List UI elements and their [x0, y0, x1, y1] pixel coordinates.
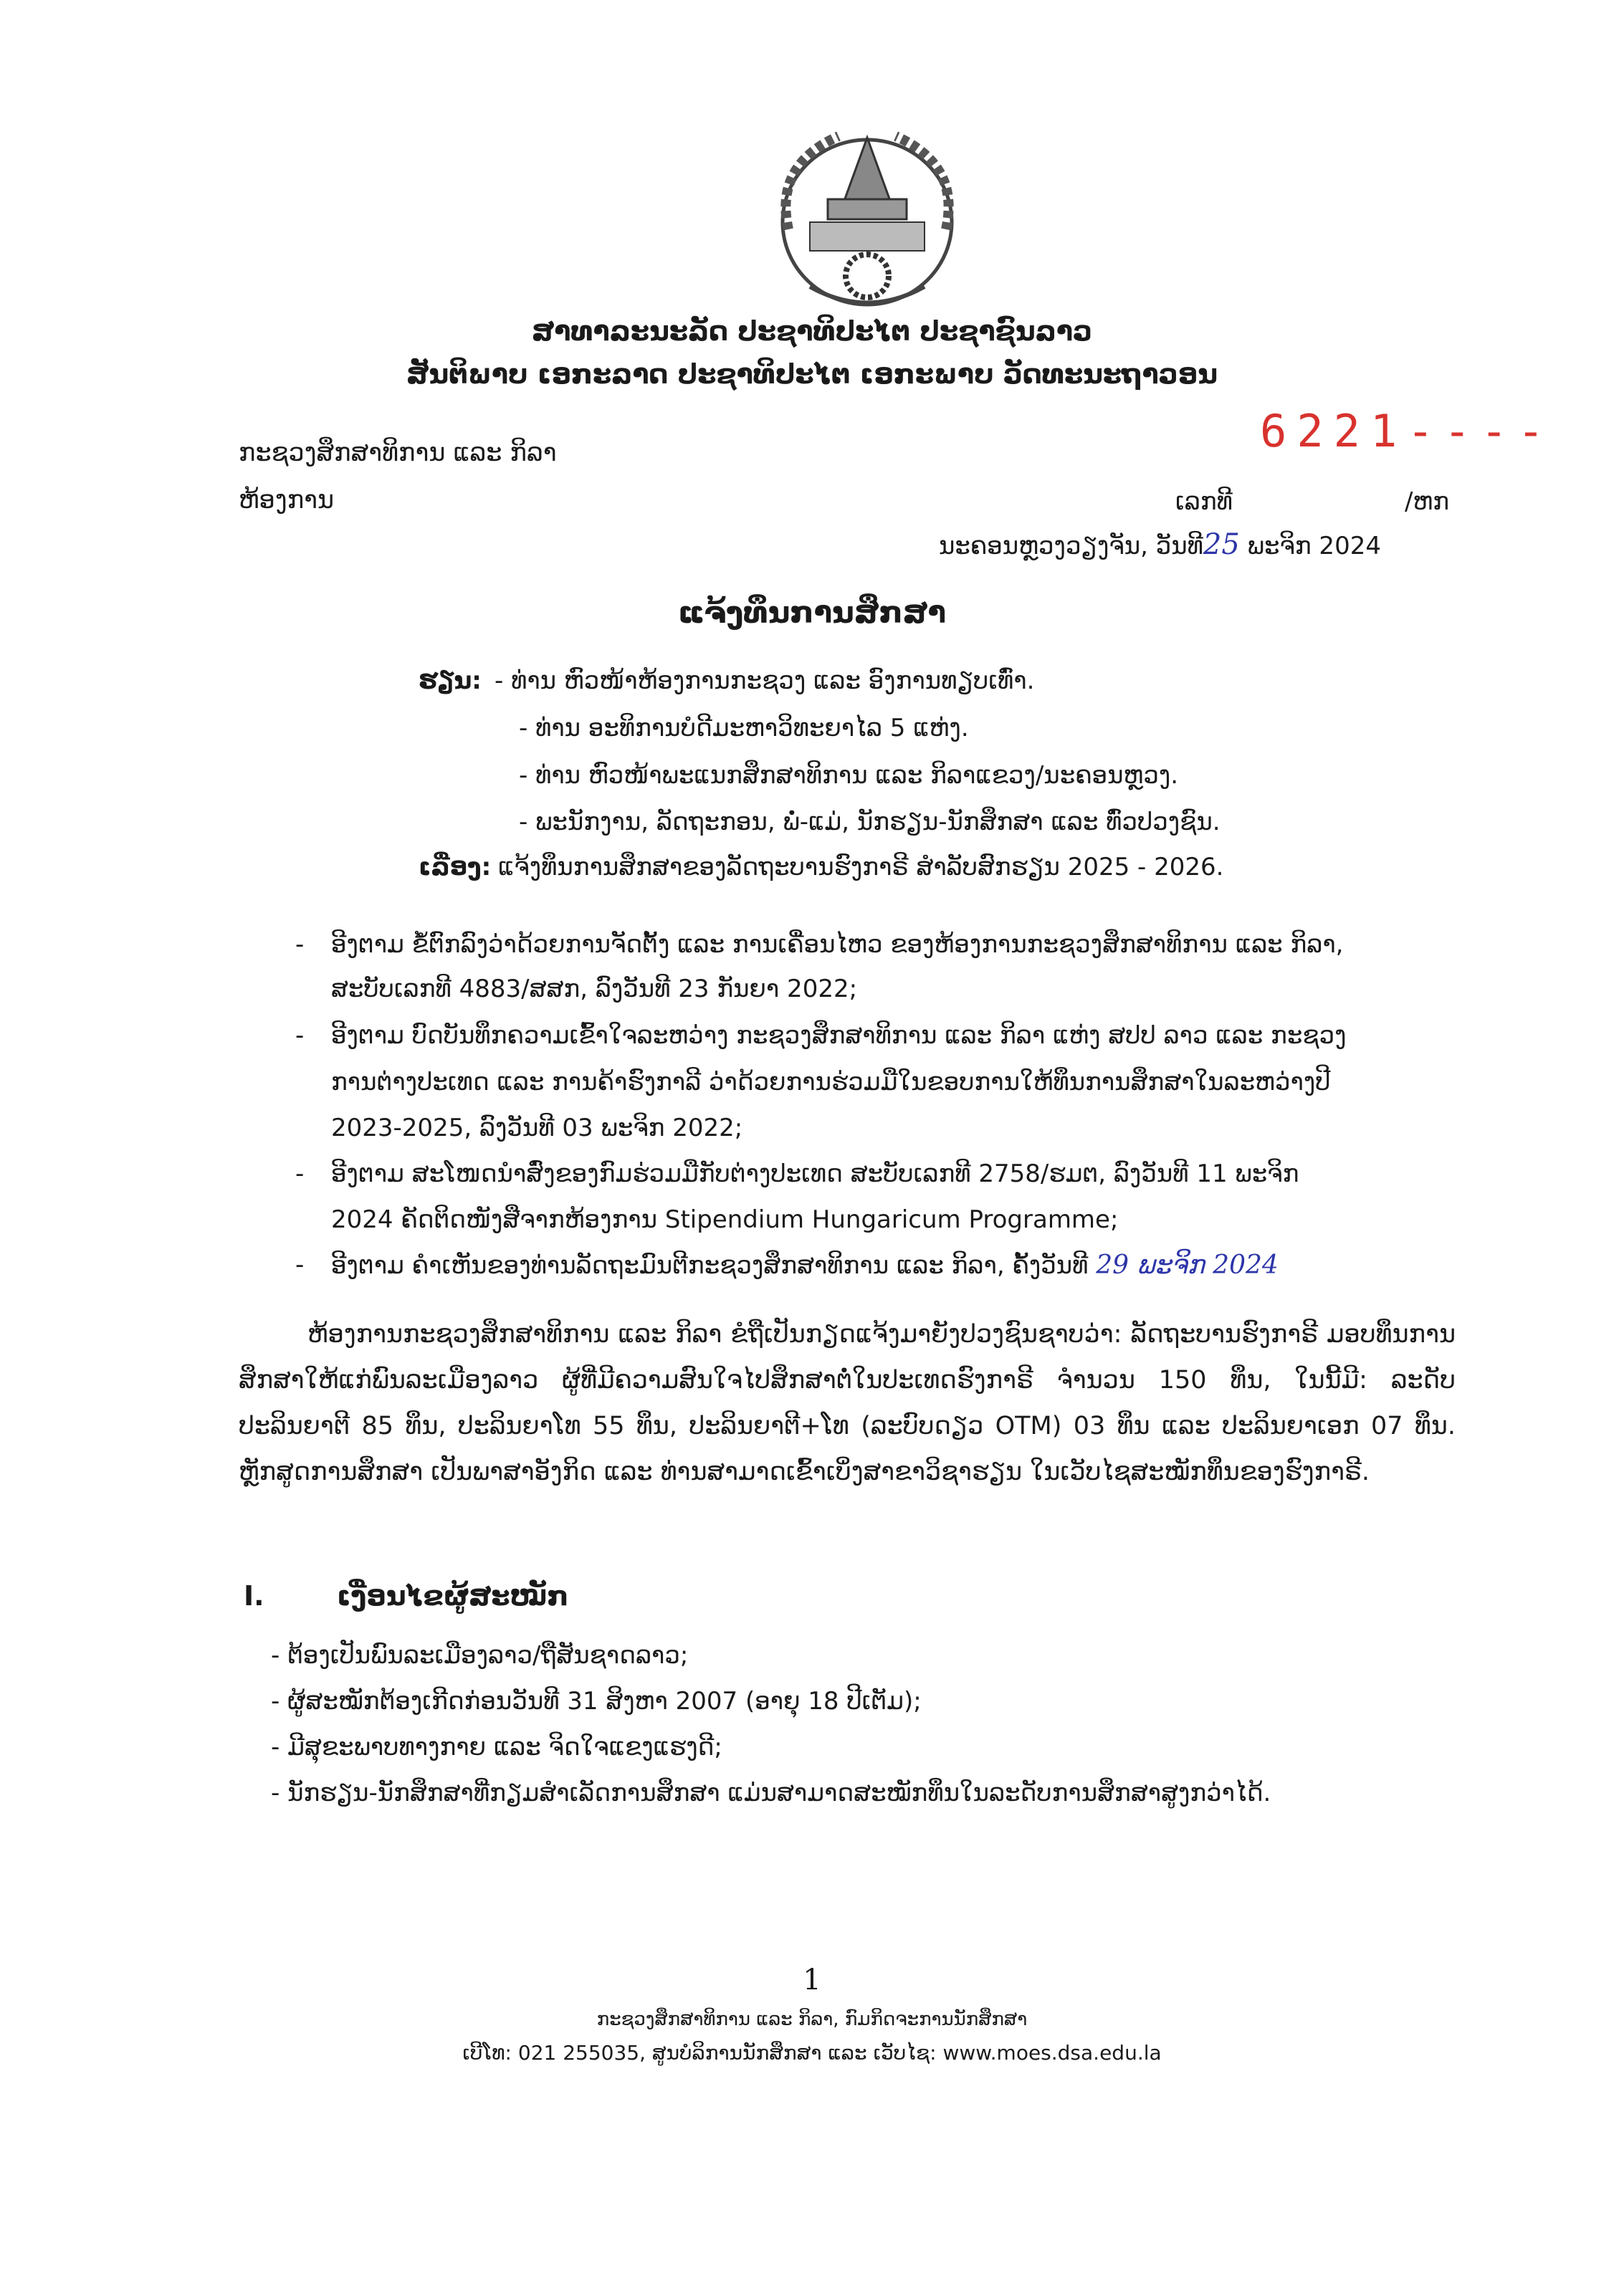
reference-line-text: ອີງຕາມ ຄຳເຫັນຂອງທ່ານລັດຖະມົນຕີກະຊວງສຶກສາທິການ ແລະ ກິລາ, ຄັ້ງວັນທີ	[331, 1251, 1089, 1280]
eligibility-item: - ມີສຸຂະພາບທາງກາຍ ແລະ ຈິດໃຈແຂງແຮງດີ;	[271, 1733, 722, 1761]
office-name: ຫ້ອງການ	[239, 486, 335, 515]
recipients-label: ຮຽນ:	[419, 666, 482, 695]
document-stamp-number: 6221----	[1260, 405, 1554, 457]
document-number-label: ເລກທີ	[1175, 487, 1233, 516]
reference-line: 2024 ຄັດຕິດໜັງສືຈາກຫ້ອງການ Stipendium Hungaricum Programme;	[331, 1205, 1119, 1234]
recipient-item: - ພະນັກງານ, ລັດຖະກອນ, ພໍ່-ແມ່, ນັກຮຽນ-ນັກສຶກສາ ແລະ ທົ່ວປວງຊົນ.	[519, 808, 1221, 836]
reference-dash: -	[295, 1251, 305, 1279]
country-name-heading: ສາທາລະນະລັດ ປະຊາທິປະໄຕ ປະຊາຊົນລາວ	[531, 315, 1093, 347]
reference-dash: -	[295, 1159, 305, 1188]
footer-line-1: ກະຊວງສຶກສາທິການ ແລະ ກິລາ, ກົມກິດຈະການນັກສຶກສາ	[596, 2009, 1028, 2030]
footer-line-2: ເບີໂທ: 021 255035, ສູນບໍລິການນັກສຶກສາ ແລະ ເວັບໄຊ: www.moes.dsa.edu.la	[462, 2041, 1162, 2065]
handwritten-opinion-date: 29 ພະຈິກ 2024	[1096, 1251, 1279, 1280]
place-date-line	[939, 528, 1381, 561]
eligibility-item: - ຜູ້ສະໝັກຕ້ອງເກີດກ່ອນວັນທີ 31 ສິງຫາ 2007 (ອາຍຸ 18 ປີເຕັມ);	[271, 1687, 922, 1716]
recipient-item: - ທ່ານ ຫົວໜ້າພະແນກສຶກສາທິການ ແລະ ກິລາແຂວງ/ນະຄອນຫຼວງ.	[519, 761, 1179, 790]
reference-line: ອີງຕາມ ຂໍ້ຕົກລົງວ່າດ້ວຍການຈັດຕັ້ງ ແລະ ການເຄື່ອນໄຫວ ຂອງຫ້ອງການກະຊວງສຶກສາທິການ ແລະ ກິລາ,	[331, 930, 1344, 959]
recipient-item: - ທ່ານ ອະທິການບໍດີມະຫາວິທະຍາໄລ 5 ແຫ່ງ.	[519, 714, 969, 742]
national-motto-heading: ສັນຕິພາບ ເອກະລາດ ປະຊາທິປະໄຕ ເອກະພາບ ວັດທະນະຖາວອນ	[406, 358, 1218, 390]
recipient-item: - ທ່ານ ຫົວໜ້າຫ້ອງການກະຊວງ ແລະ ອົງການທຽບເທົ່າ.	[495, 666, 1035, 695]
month-year: ພະຈິກ 2024	[1247, 532, 1381, 560]
national-emblem-icon	[760, 122, 975, 312]
reference-line: ອີງຕາມ ສະໂໜດນຳສົ່ງຂອງກົມຮ່ວມມືກັບຕ່າງປະເທດ ສະບັບເລກທີ 2758/ຮມຕ, ລົງວັນທີ 11 ພະຈິກ	[331, 1159, 1299, 1188]
reference-line: ອີງຕາມ ບົດບັນທຶກຄວາມເຂົ້າໃຈລະຫວ່າງ ກະຊວງສຶກສາທິການ ແລະ ກິລາ ແຫ່ງ ສປປ ລາວ ແລະ ກະຊວງ	[331, 1021, 1347, 1050]
subject-label: ເລື່ອງ:	[419, 853, 492, 881]
ministry-name: ກະຊວງສຶກສາທິການ ແລະ ກິລາ	[239, 439, 557, 467]
page-number: 1	[803, 1964, 821, 1997]
section-number: I.	[244, 1580, 264, 1612]
main-paragraph: ຫ້ອງການກະຊວງສຶກສາທິການ ແລະ ກິລາ ຂໍຖືເປັນກຽດແຈ້ງມາຍັງປວງຊົນຊາບວ່າ: ລັດຖະບານຮົງກາຣີ ມອບທຶນການສຶກສາໃຫ້ແກ່ພົນລະເມືອງລາວ ຜູ້ທີ່ມີຄວາມສົນໃຈໄປສຶກສາຕໍ່ໃນປະເທດຮົງກາຣີ ຈຳນວນ 150 ທຶນ, ໃນນີ້ມີ: ລະດັບປະລິນຍາຕີ 85 ທຶນ, ປະລິນຍາໂທ 55 ທຶນ, ປະລິນຍາຕີ+ໂທ (ລະບົບດຽວ OTM) 03 ທຶນ ແລະ ປະລິນຍາເອກ 07 ທຶນ. ຫຼັກສູດການສຶກສາ ເປັນພາສາອັງກິດ ແລະ ທ່ານສາມາດເຂົ້າເບິ່ງສາຂາວິຊາຮຽນ ໃນເວັບໄຊສະໝັກທຶນຂອງຮົງກາຣີ.	[239, 1320, 1456, 1486]
reference-line: ສະບັບເລກທີ 4883/ສສກ, ລົງວັນທີ 23 ກັນຍາ 2022;	[331, 975, 858, 1003]
reference-dash: -	[295, 930, 305, 959]
reference-line: ການຕ່າງປະເທດ ແລະ ການຄ້າຮົງກາລີ ວ່າດ້ວຍການຮ່ວມມືໃນຂອບການໃຫ້ທຶນການສຶກສາໃນລະຫວ່າງປີ	[331, 1068, 1331, 1096]
reference-line	[331, 1251, 1279, 1280]
eligibility-item: - ນັກຮຽນ-ນັກສຶກສາທີ່ກຽມສຳເລັດການສຶກສາ ແມ່ນສາມາດສະໝັກທຶນໃນລະດັບການສຶກສາສູງກວ່າໄດ້.	[271, 1779, 1271, 1807]
handwritten-day: 25	[1203, 528, 1240, 561]
reference-dash: -	[295, 1021, 305, 1050]
section-heading: ເງື່ອນໄຂຜູ້ສະໝັກ	[337, 1580, 569, 1612]
reference-line: 2023-2025, ລົງວັນທີ 03 ພະຈິກ 2022;	[331, 1114, 743, 1142]
subject-text: ແຈ້ງທຶນການສຶກສາຂອງລັດຖະບານຮົງກາຣີ ສຳລັບສົກຮຽນ 2025 - 2026.	[498, 853, 1224, 881]
eligibility-item: - ຕ້ອງເປັນພົນລະເມືອງລາວ/ຖືສັນຊາດລາວ;	[271, 1641, 689, 1670]
place-date-prefix: ນະຄອນຫຼວງວຽງຈັນ, ວັນທີ	[939, 532, 1203, 560]
document-title: ແຈ້ງທຶນການສຶກສາ	[678, 595, 946, 630]
document-number-suffix: /ຫກ	[1405, 487, 1450, 516]
